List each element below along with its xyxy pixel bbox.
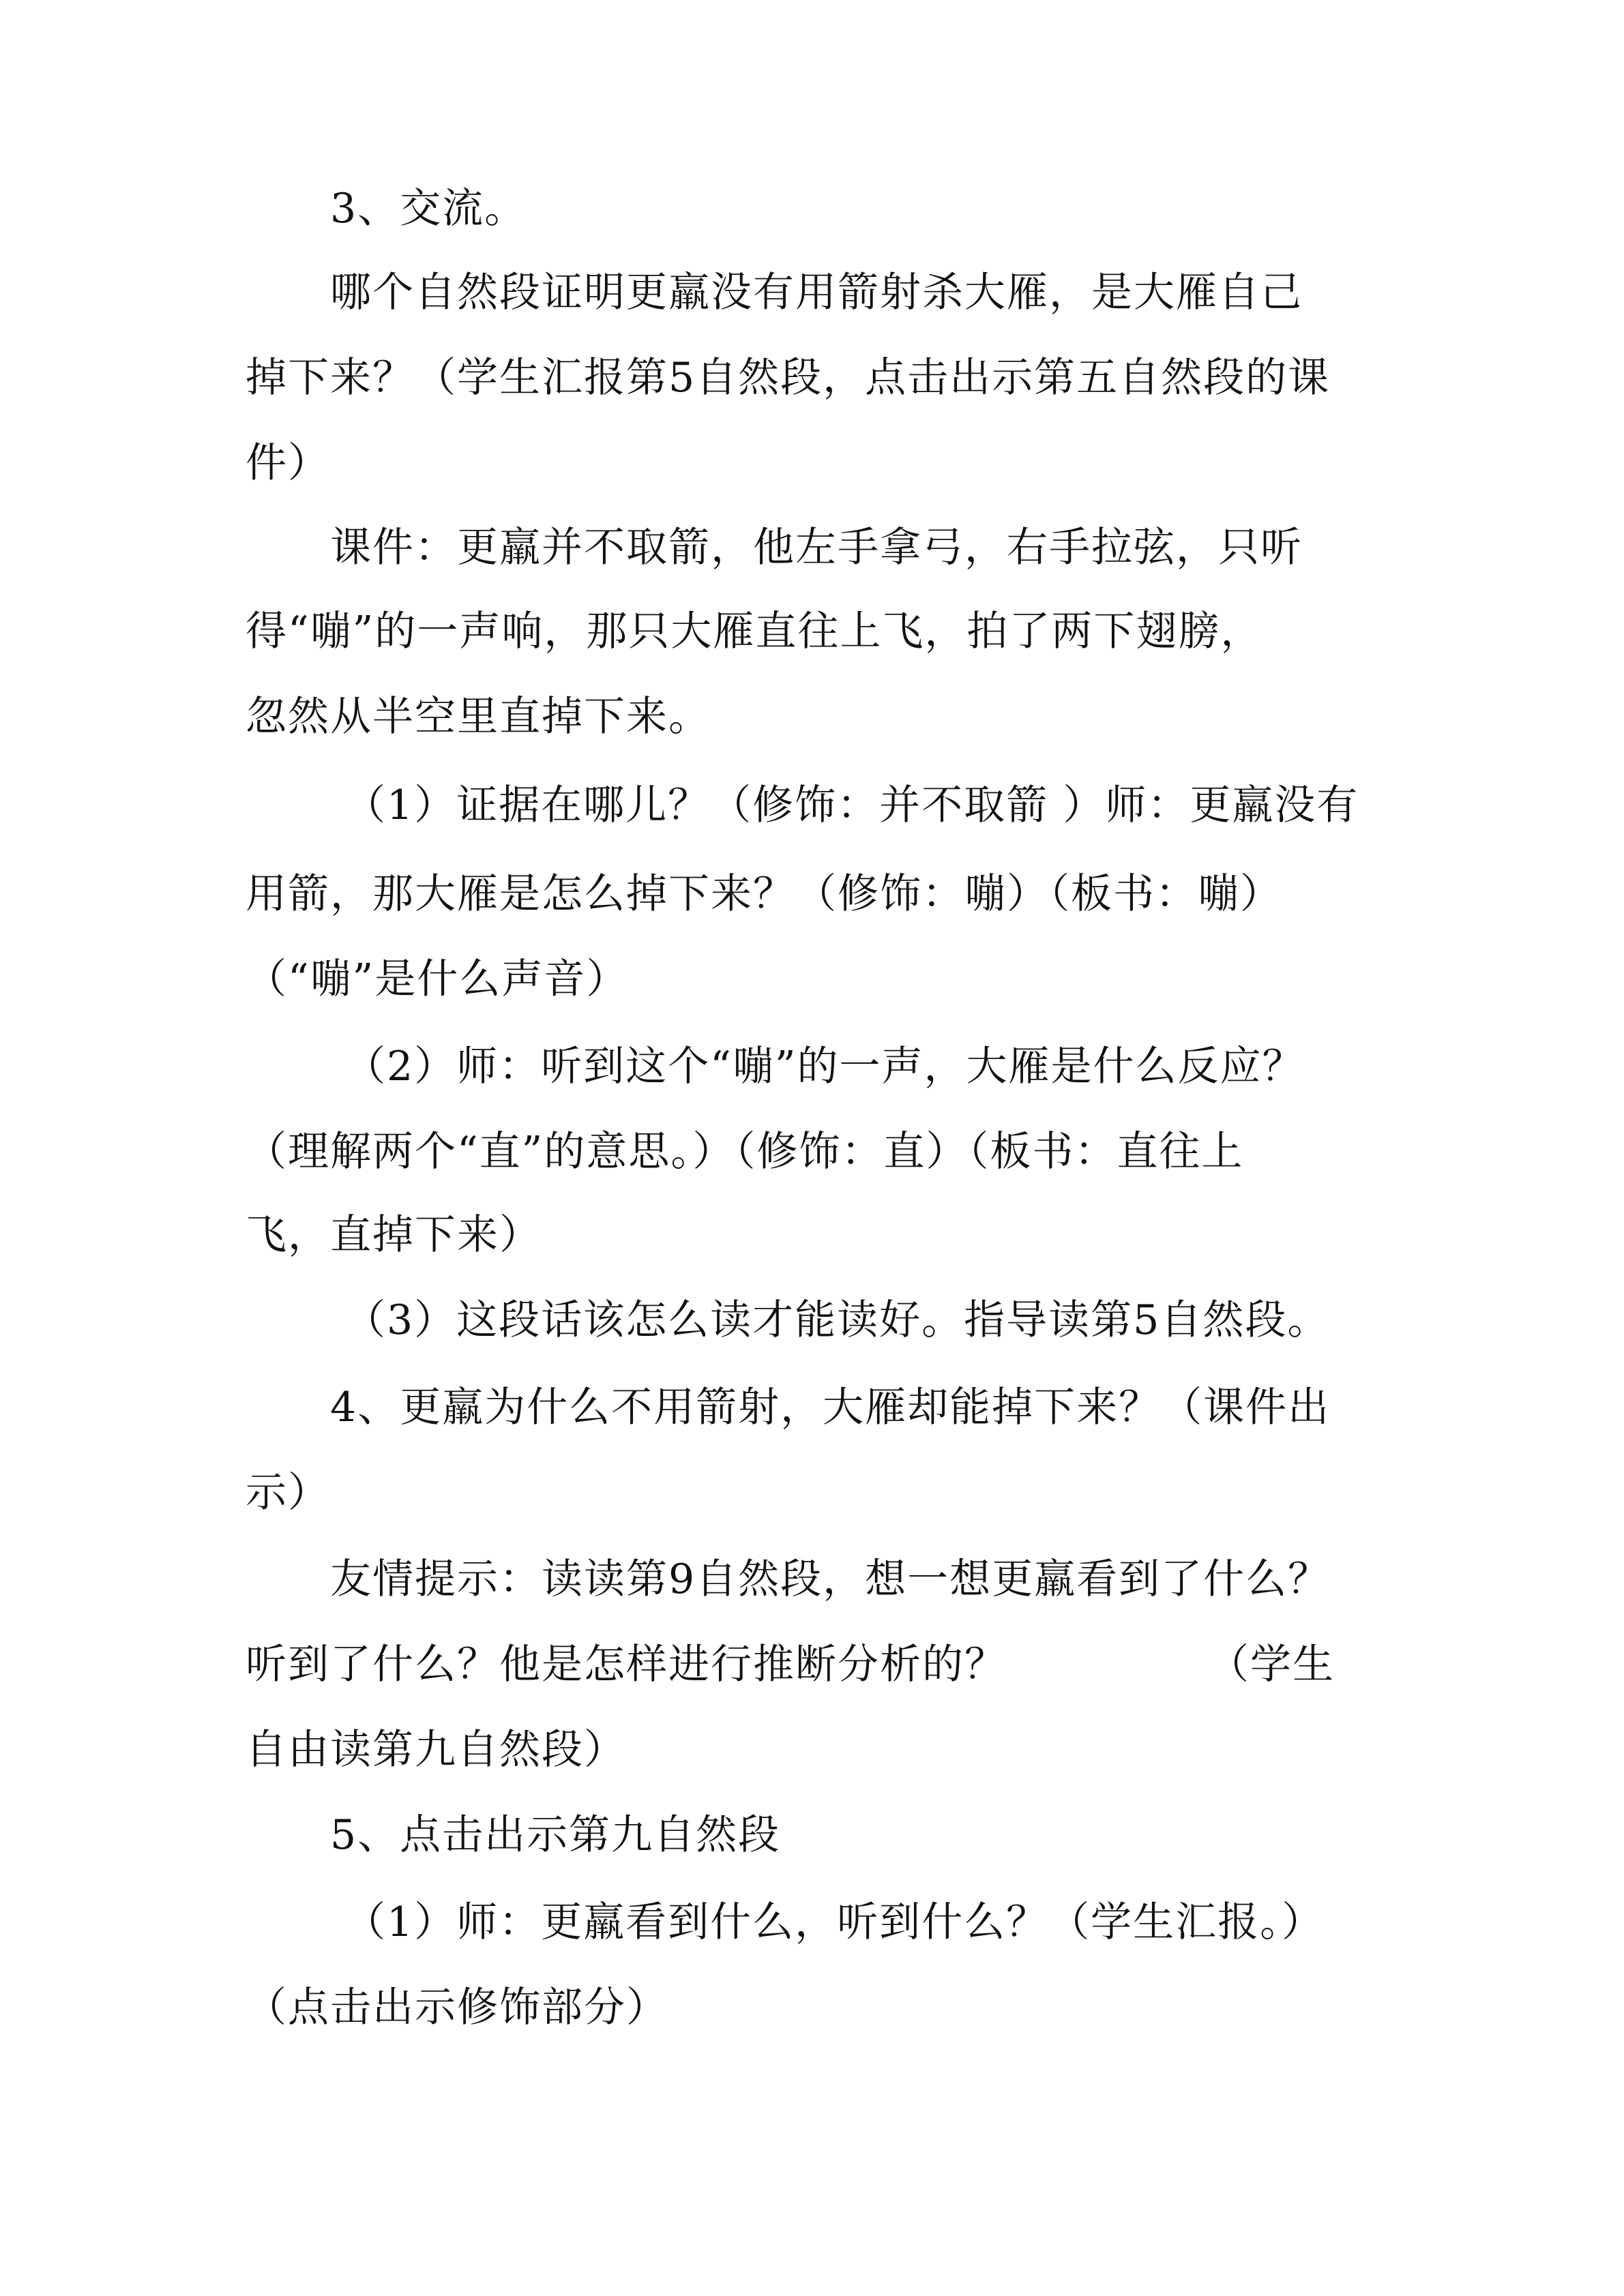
section-4-line-2: 示） — [246, 1469, 330, 1517]
item-2-line-2: （理解两个“直”的意思。）（修饰：直）（板书：直往上 — [246, 1128, 1244, 1176]
item-3-line-1: （3）这段话该怎么读才能读好。指导读第5自然段。 — [344, 1296, 1330, 1344]
item-1-line-1: （1）证据在哪儿？（修饰：并不取箭 ）师：更羸没有 — [344, 781, 1359, 829]
question-line-1: 哪个自然段证明更羸没有用箭射杀大雁，是大雁自己 — [330, 269, 1303, 316]
item-1-line-3: （“嘣”是什么声音） — [246, 955, 629, 1003]
section-5-heading: 5、点击出示第九自然段 — [330, 1811, 781, 1859]
section-4-line-1: 4、更羸为什么不用箭射，大雁却能掉下来？（课件出 — [330, 1384, 1331, 1431]
item-2-line-1: （2）师：听到这个“嘣”的一声，大雁是什么反应？ — [344, 1043, 1305, 1090]
courseware-line-3: 忽然从半空里直掉下来。 — [246, 693, 711, 741]
tip-line-2: 听到了什么？他是怎样进行推断分析的？ （学生 — [246, 1641, 1335, 1688]
question-line-3: 件） — [246, 439, 330, 487]
item-1-line-2: 用箭，那大雁是怎么掉下来？（修饰：嘣）（板书：嘣） — [246, 870, 1282, 918]
section-5-item-1-line-1: （1）师：更羸看到什么，听到什么？（学生汇报。） — [344, 1898, 1325, 1946]
tip-line-3: 自由读第九自然段） — [246, 1726, 626, 1774]
question-line-2: 掉下来？（学生汇报第5自然段，点击出示第五自然段的课 — [246, 354, 1331, 402]
tip-line-1: 友情提示：读读第9自然段，想一想更羸看到了什么？ — [330, 1555, 1331, 1603]
section-3-heading: 3、交流。 — [330, 185, 527, 233]
item-2-line-3: 飞，直掉下来） — [246, 1211, 542, 1259]
section-5-item-1-line-2: （点击出示修饰部分） — [246, 1984, 668, 2031]
courseware-line-2: 得“嘣”的一声响，那只大雁直往上飞，拍了两下翅膀， — [246, 608, 1263, 655]
courseware-line-1: 课件：更羸并不取箭，他左手拿弓，右手拉弦，只听 — [330, 524, 1303, 571]
